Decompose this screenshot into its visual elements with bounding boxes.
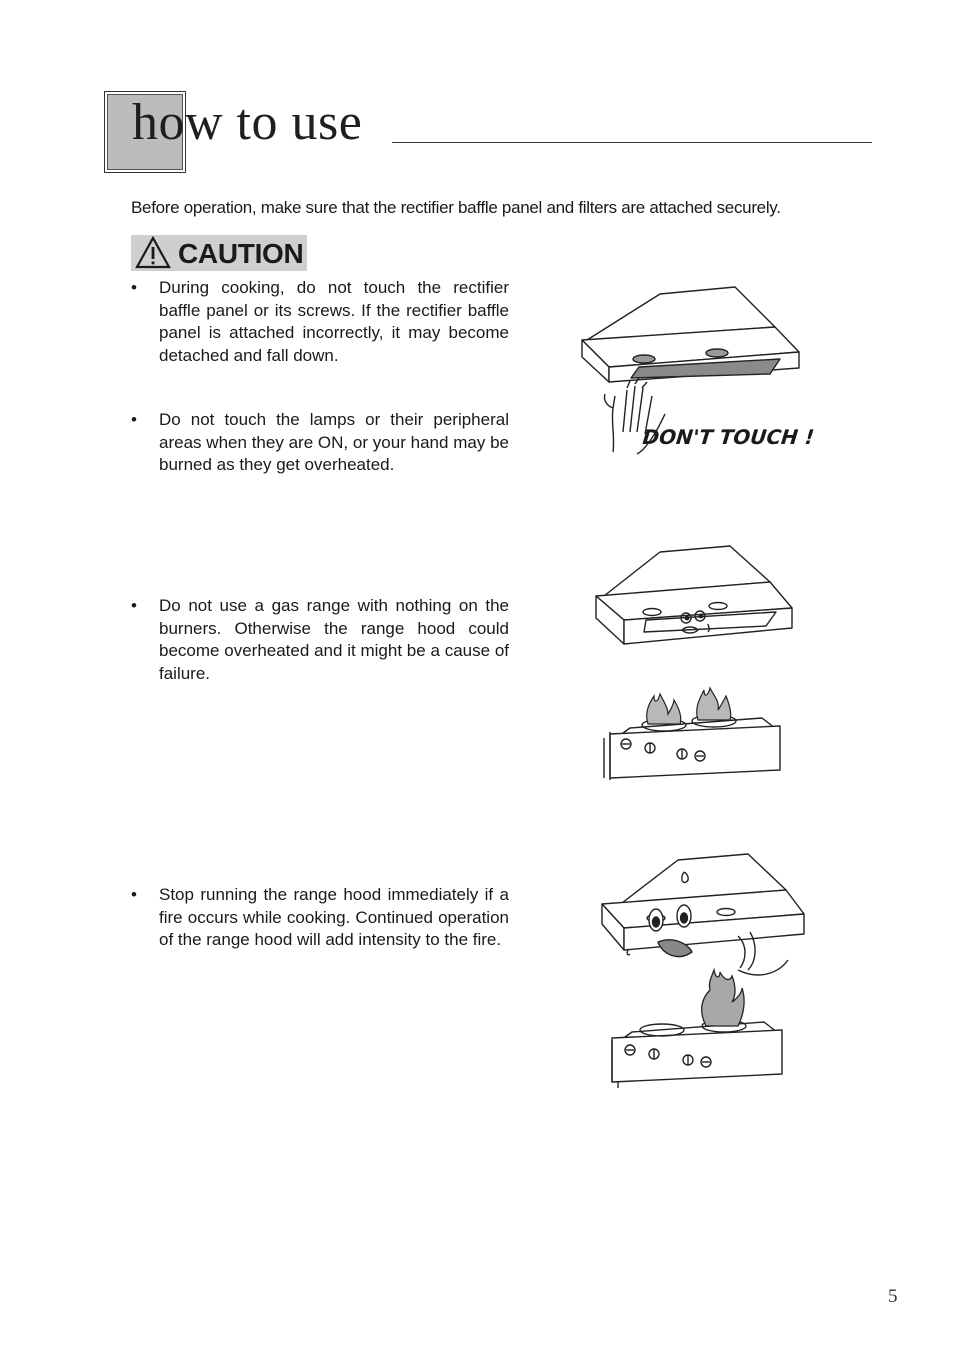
caution-item-text: Do not touch the lamps or their peripheral areas when they are ON, or your hand may be burned as they get overheated. [159, 410, 509, 474]
bullet: • [131, 410, 137, 429]
caution-item-text: Stop running the range hood immediately if a fire occurs while cooking. Continued operation of the range hood will add intensity to the fire. [159, 885, 509, 949]
title-rule [392, 142, 872, 143]
warning-triangle-icon [135, 236, 171, 270]
bullet: • [131, 596, 137, 615]
dont-touch-illustration [575, 282, 825, 460]
bullet: • [131, 885, 137, 904]
caution-label: CAUTION [178, 238, 304, 269]
page-title: how to use [132, 94, 363, 151]
bullet: • [131, 278, 137, 297]
caution-item-text: During cooking, do not touch the rectifier baffle panel or its screws. If the rectifier baffle panel is attached incorrectly, it may become detached and fall down. [159, 278, 509, 365]
caution-banner [131, 235, 307, 271]
caution-item-text: Do not use a gas range with nothing on the burners. Otherwise the range hood could become overheated and it might be a cause of failure. [159, 596, 509, 683]
fire-illustration [598, 850, 808, 1090]
intro-text: Before operation, make sure that the rectifier baffle panel and filters are attached securely. [131, 198, 781, 217]
dont-touch-label: DON'T TOUCH ! [641, 425, 816, 449]
empty-burner-illustration [590, 542, 800, 782]
page-number: 5 [888, 1286, 898, 1307]
